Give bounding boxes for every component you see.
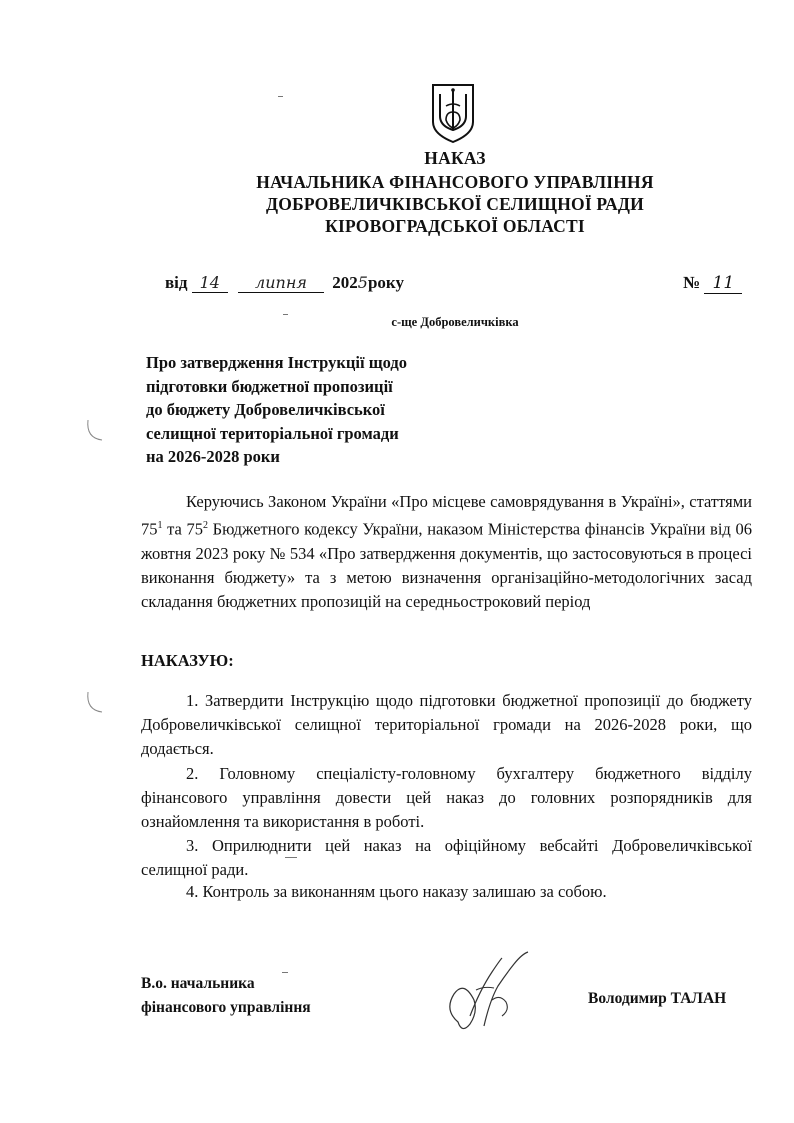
subject-line: селищної територіальної громади [146,423,399,443]
issuer-line-3: КІРОВОГРАДСЬКОЇ ОБЛАСТІ [325,216,585,236]
document-title: НАКАЗ [424,148,486,168]
date-year-suffix: року [367,273,404,292]
scan-speck [283,314,288,315]
issuer-line-2: ДОБРОВЕЛИЧКІВСЬКОЇ СЕЛИЩНОЇ РАДИ [266,194,644,214]
date-month: липня [238,274,324,293]
signatory-position [141,972,311,1020]
subject-line: підготовки бюджетної пропозиції [146,376,393,396]
date-line [165,273,404,293]
date-prefix: від [165,273,188,292]
signatory-name: Володимир ТАЛАН [588,990,727,1007]
binder-hole-mark [84,418,106,444]
preamble-text-1: Керуючись Законом України «Про місцеве самоврядування в Україні», статтями 75 [141,492,752,539]
handwritten-signature [440,950,550,1040]
position-line-2: фінансового управління [141,999,311,1016]
preamble-text-2: та 75 [162,519,204,539]
superscript-1: 1 [157,520,163,532]
subject-line: Про затвердження Інструкції щодо [146,353,407,372]
superscript-2: 2 [203,520,209,532]
subject-line: до бюджету Добровеличківської [146,400,385,419]
date-year-prefix: 202 [332,273,358,292]
order-item-1: 1. Затвердити Інструкцію щодо підготовки бюджетної пропозиції до бюджету Добровеличківської селищної територіальної громади на 2026-2028 роки, що додається. [141,691,752,759]
position-line-1: В.о. начальника [141,975,255,992]
place: с-ще Добровеличківка [391,315,519,329]
number-sign: № [683,273,701,292]
date-year-digit: 5 [357,273,368,292]
number-value: 11 [704,273,742,294]
preamble-paragraph [141,490,752,615]
order-item-2: 2. Головному спеціалісту-головному бухгалтеру бюджетного відділу фінансового управління довести цей наказ до головних розпорядників для ознайомлення та використання в роботі. [141,764,752,832]
scan-speck [285,857,297,858]
order-subject [146,351,466,469]
order-item-4: 4. Контроль за виконанням цього наказу залишаю за собою. [186,882,607,901]
scan-speck [282,972,288,973]
order-word: НАКАЗУЮ: [141,651,234,670]
subject-line: на 2026-2028 роки [146,447,280,466]
binder-hole-mark [84,690,106,716]
issuer-line-1: НАЧАЛЬНИКА ФІНАНСОВОГО УПРАВЛІННЯ [256,172,654,192]
scan-speck [278,96,283,97]
date-day: 14 [192,274,228,293]
order-item-3: 3. Оприлюднити цей наказ на офіційному вебсайті Добровеличківської селищної ради. [141,836,752,880]
preamble-text-3: Бюджетного кодексу України, наказом Міністерства фінансів України від 06 жовтня 2023 року № 534 «Про затвердження документів, що застосовуються в процесі виконання бюджету» та з метою визначення організаційно-методологічних засад складання бюджетних пропозицій на середньостроковий період [141,519,752,612]
coat-of-arms-icon [430,82,476,144]
order-number [683,273,742,294]
